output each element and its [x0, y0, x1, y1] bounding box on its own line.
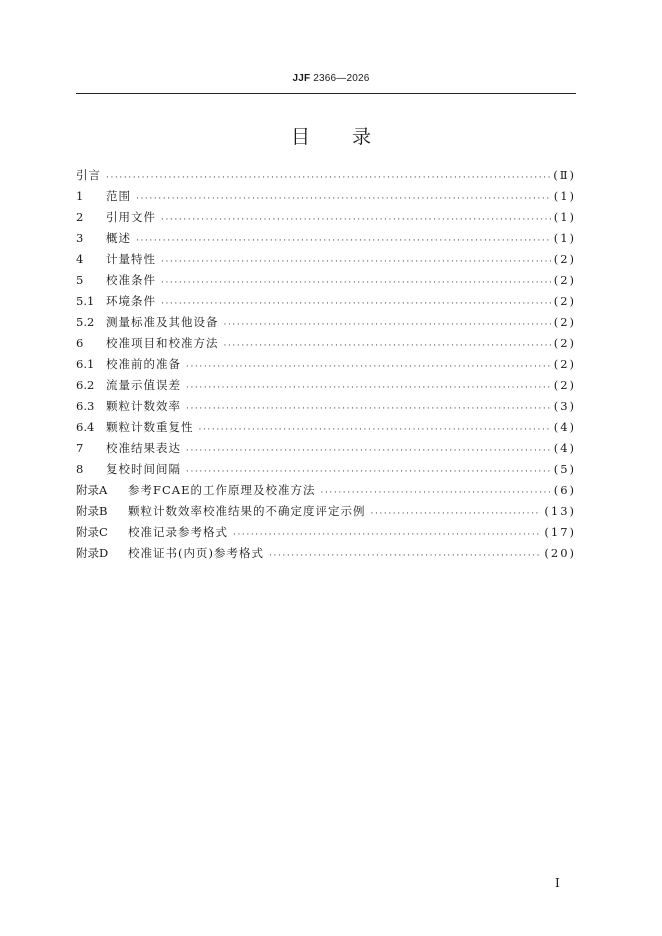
toc-entry-title: 概述 [106, 231, 131, 245]
toc-entry-page: (2) [553, 315, 576, 329]
toc-entry-title: 范围 [106, 189, 131, 203]
toc-entry-title: 引用文件 [106, 210, 156, 224]
toc-entry-number: 6 [76, 336, 84, 350]
toc-entry-number: 6.4 [76, 420, 95, 434]
toc-dot-leader [161, 257, 551, 267]
toc-entry-number: 附录A [76, 483, 108, 497]
toc-entry-title: 校准前的准备 [106, 357, 181, 371]
toc-entry-number: 5.1 [76, 294, 95, 308]
toc-entry[interactable] [76, 272, 576, 293]
toc-entry-number: 7 [76, 441, 84, 455]
toc-entry[interactable] [76, 356, 576, 377]
toc-entry-title: 校准项目和校准方法 [106, 336, 219, 350]
standard-code-prefix: JJF [292, 73, 311, 84]
toc-entry-title: 计量特性 [106, 252, 156, 266]
page-number: I [555, 876, 560, 890]
toc-entry-number: 5 [76, 273, 84, 287]
toc-entry-number: 6.1 [76, 357, 95, 371]
toc-entry-page: (2) [553, 336, 576, 350]
toc-entry[interactable] [76, 335, 576, 356]
toc-entry-page: (2) [553, 378, 576, 392]
toc-entry-title: 颗粒计数重复性 [106, 420, 194, 434]
toc-entry[interactable] [76, 398, 576, 419]
toc-entry-number: 3 [76, 231, 84, 245]
toc-entry-title: 校准条件 [106, 273, 156, 287]
toc-entry-number: 5.2 [76, 315, 95, 329]
toc-entry-page: (3) [553, 399, 576, 413]
toc-dot-leader [224, 341, 551, 351]
toc-entry[interactable] [76, 524, 576, 545]
toc-entry-page: (1) [553, 231, 576, 245]
toc-entry-page: (Ⅱ) [553, 168, 576, 182]
toc-dot-leader [136, 236, 551, 246]
toc-entry-title: 参考FCAE的工作原理及校准方法 [128, 483, 316, 497]
toc-dot-leader [161, 278, 551, 288]
toc-dot-leader [320, 488, 550, 498]
toc-dot-leader [371, 509, 542, 519]
toc-dot-leader [186, 446, 551, 456]
toc-entry-page: (6) [553, 483, 576, 497]
toc-entry-page: (17) [544, 525, 576, 539]
toc-dot-leader [186, 467, 551, 477]
toc-entry-number: 8 [76, 462, 84, 476]
toc-entry[interactable] [76, 440, 576, 461]
toc-entry[interactable] [76, 209, 576, 230]
toc-dot-leader [186, 383, 551, 393]
toc-entry-number: 附录D [76, 546, 109, 560]
toc-entry[interactable] [76, 503, 576, 524]
toc-entry-number: 4 [76, 252, 84, 266]
table-of-contents [76, 167, 576, 566]
toc-dot-leader [233, 530, 541, 540]
toc-entry-number: 6.2 [76, 378, 95, 392]
toc-entry-page: (13) [544, 504, 576, 518]
toc-dot-leader [186, 362, 551, 372]
toc-entry[interactable] [76, 482, 576, 503]
toc-entry-page: (20) [544, 546, 576, 560]
toc-entry-title: 颗粒计数效率 [106, 399, 181, 413]
toc-entry[interactable] [76, 377, 576, 398]
toc-entry-title: 校准结果表达 [106, 441, 181, 455]
toc-dot-leader [136, 194, 551, 204]
toc-entry-title: 流量示值误差 [106, 378, 181, 392]
toc-entry-number: 2 [76, 210, 84, 224]
toc-dot-leader [161, 215, 551, 225]
toc-dot-leader [161, 299, 551, 309]
standard-code-number: 2366—2026 [310, 73, 370, 84]
toc-entry[interactable] [76, 545, 576, 566]
toc-entry-page: (5) [553, 462, 576, 476]
toc-title: 目录 [290, 126, 413, 148]
toc-entry-page: (4) [553, 420, 576, 434]
toc-entry[interactable] [76, 314, 576, 335]
toc-entry[interactable] [76, 167, 576, 188]
toc-dot-leader [106, 173, 550, 183]
toc-entry-number: 1 [76, 189, 84, 203]
toc-entry-number: 附录B [76, 504, 108, 518]
toc-entry-page: (2) [553, 357, 576, 371]
toc-dot-leader [186, 404, 551, 414]
toc-dot-leader [224, 320, 551, 330]
toc-entry[interactable] [76, 188, 576, 209]
toc-entry-page: (2) [553, 294, 576, 308]
toc-entry[interactable] [76, 251, 576, 272]
toc-entry-page: (1) [553, 210, 576, 224]
toc-entry-title: 环境条件 [106, 294, 156, 308]
toc-entry-title: 校准证书(内页)参考格式 [128, 546, 264, 560]
toc-entry[interactable] [76, 230, 576, 251]
toc-entry[interactable] [76, 419, 576, 440]
toc-dot-leader [199, 425, 551, 435]
toc-entry-number: 6.3 [76, 399, 95, 413]
toc-entry-title: 测量标准及其他设备 [106, 315, 219, 329]
toc-entry-title: 校准记录参考格式 [128, 525, 228, 539]
toc-entry-page: (1) [553, 189, 576, 203]
toc-entry-title: 颗粒计数效率校准结果的不确定度评定示例 [128, 504, 366, 518]
running-header [0, 73, 662, 84]
toc-entry-title: 引言 [76, 168, 101, 182]
toc-entry-page: (4) [553, 441, 576, 455]
toc-entry[interactable] [76, 293, 576, 314]
header-rule [76, 93, 576, 94]
toc-entry-page: (2) [553, 273, 576, 287]
toc-entry-number: 附录C [76, 525, 108, 539]
toc-entry[interactable] [76, 461, 576, 482]
toc-entry-page: (2) [553, 252, 576, 266]
toc-dot-leader [269, 551, 541, 561]
toc-entry-title: 复校时间间隔 [106, 462, 181, 476]
